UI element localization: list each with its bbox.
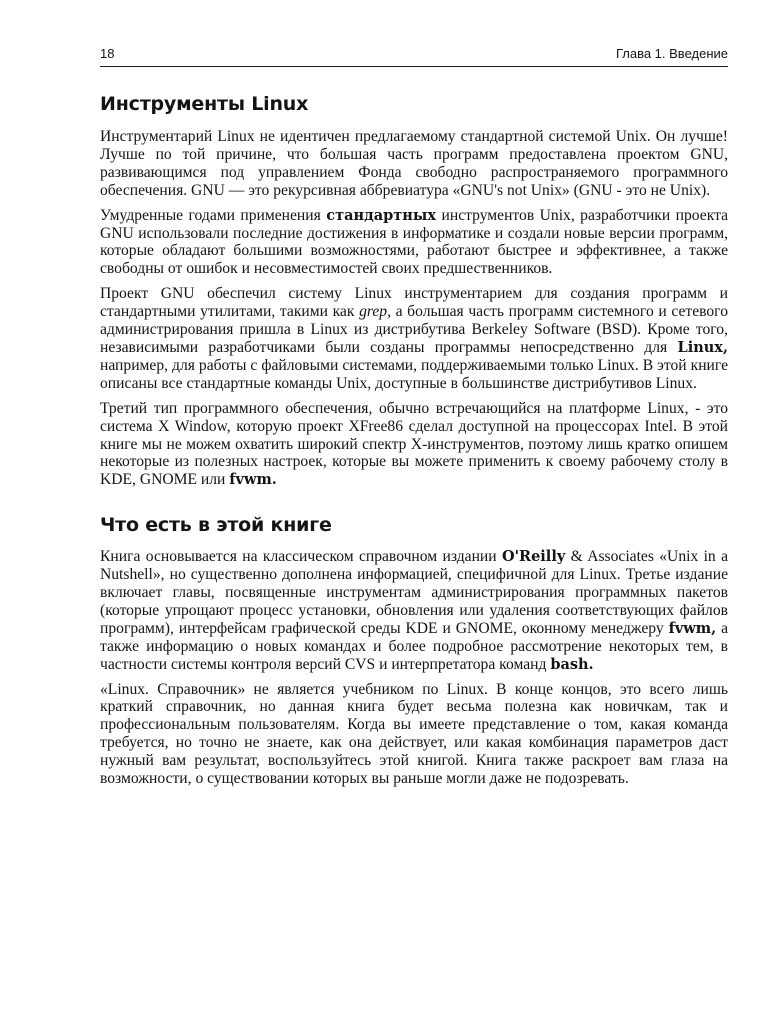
bold-term: стандартных — [326, 206, 437, 224]
italic-command: grep, — [359, 303, 391, 321]
paragraph: «Linux. Справочник» не является учебником по Linux. В конце концов, это всего лишь краткий справочник, но данная книга будет весьма полезна как новичкам, так и профессиональным пользователям. Когда вы имеете представление о том, какая команда требуется, но точно не знаете, как она действует, или какая комбинация параметров даст нужный вам результат, воспользуйтесь этой книгой. Книга также раскроет вам глаза на возможности, о существовании которых вы раньше могли даже не подозревать. — [100, 680, 728, 788]
bold-command: bash. — [550, 655, 594, 673]
chapter-title: Глава 1. Введение — [615, 46, 728, 61]
paragraph: Умудренные годами применения стандартных инструментов Unix, разработчики проекта GNU использовали последние достижения в информатике и создали новые версии программ, которые обладают большими возможностями, работают быстрее и эффективнее, а также свободны от ошибок и несовместимостей своих предшественников. — [100, 206, 728, 278]
bold-command: fvwm, — [668, 619, 717, 637]
paragraph: Проект GNU обеспечил систему Linux инструментарием для создания программ и стандартными утилитами, такими как grep, а большая часть программ системного и сетевого администрирования пришла в Linux из дистрибутива Berkeley Software (BSD). Кроме того, независимыми разработчиками были созданы программы непосредственно для Linux, например, для работы с файловыми системами, поддерживаемыми только Linux. В этой книге описаны все стандартные команды Unix, доступные в большинстве дистрибутивов Linux. — [100, 285, 728, 392]
running-header — [100, 46, 728, 67]
paragraph: Третий тип программного обеспечения, обычно встречающийся на платформе Linux, - это система X Window, которую проект XFree86 сделал доступной на процессорах Intel. В этой книге мы не можем охватить широкий спектр X-инструментов, поэтому лишь кратко опишем некоторые из полезных настроек, которые вы можете применить к своему рабочему столу в KDE, GNOME или fvwm. — [100, 399, 728, 489]
page-number: 18 — [100, 46, 115, 61]
paragraph: Инструментарий Linux не идентичен предлагаемому стандартной системой Unix. Он лучше! Лучше по той причине, что большая часть программ предоставлена проектом GNU, развивающимся под управлением Фонда свободно распространяемого программного обеспечения. GNU — это рекурсивная аббревиатура «GNU's not Unix» (GNU - это не Unix). — [100, 128, 728, 199]
section-heading-linux-tools: Инструменты Linux — [100, 93, 309, 115]
book-page — [100, 46, 728, 788]
section-heading-book-contents: Что есть в этой книге — [100, 514, 332, 537]
paragraph: Книга основывается на классическом справочном издании O'Reilly & Associates «Unix in a Nutshell», но существенно дополнена информацией, специфичной для Linux. Третье издание включает главы, посвященные инструментам администрирования программных пакетов (которые упрощают процесс установки, обновления или удаления соответствующих файлов программ), интерфейсам графической среды KDE и GNOME, оконному менеджеру fvwm, а также информацию о новых командах и более подробное рассмотрение некоторых тем, в частности системы контроля версий CVS и интерпретатора команд bash. — [100, 548, 728, 673]
bold-term: Linux, — [677, 338, 728, 356]
bold-command: fvwm. — [229, 471, 277, 489]
bold-term: O'Reilly — [501, 548, 566, 566]
